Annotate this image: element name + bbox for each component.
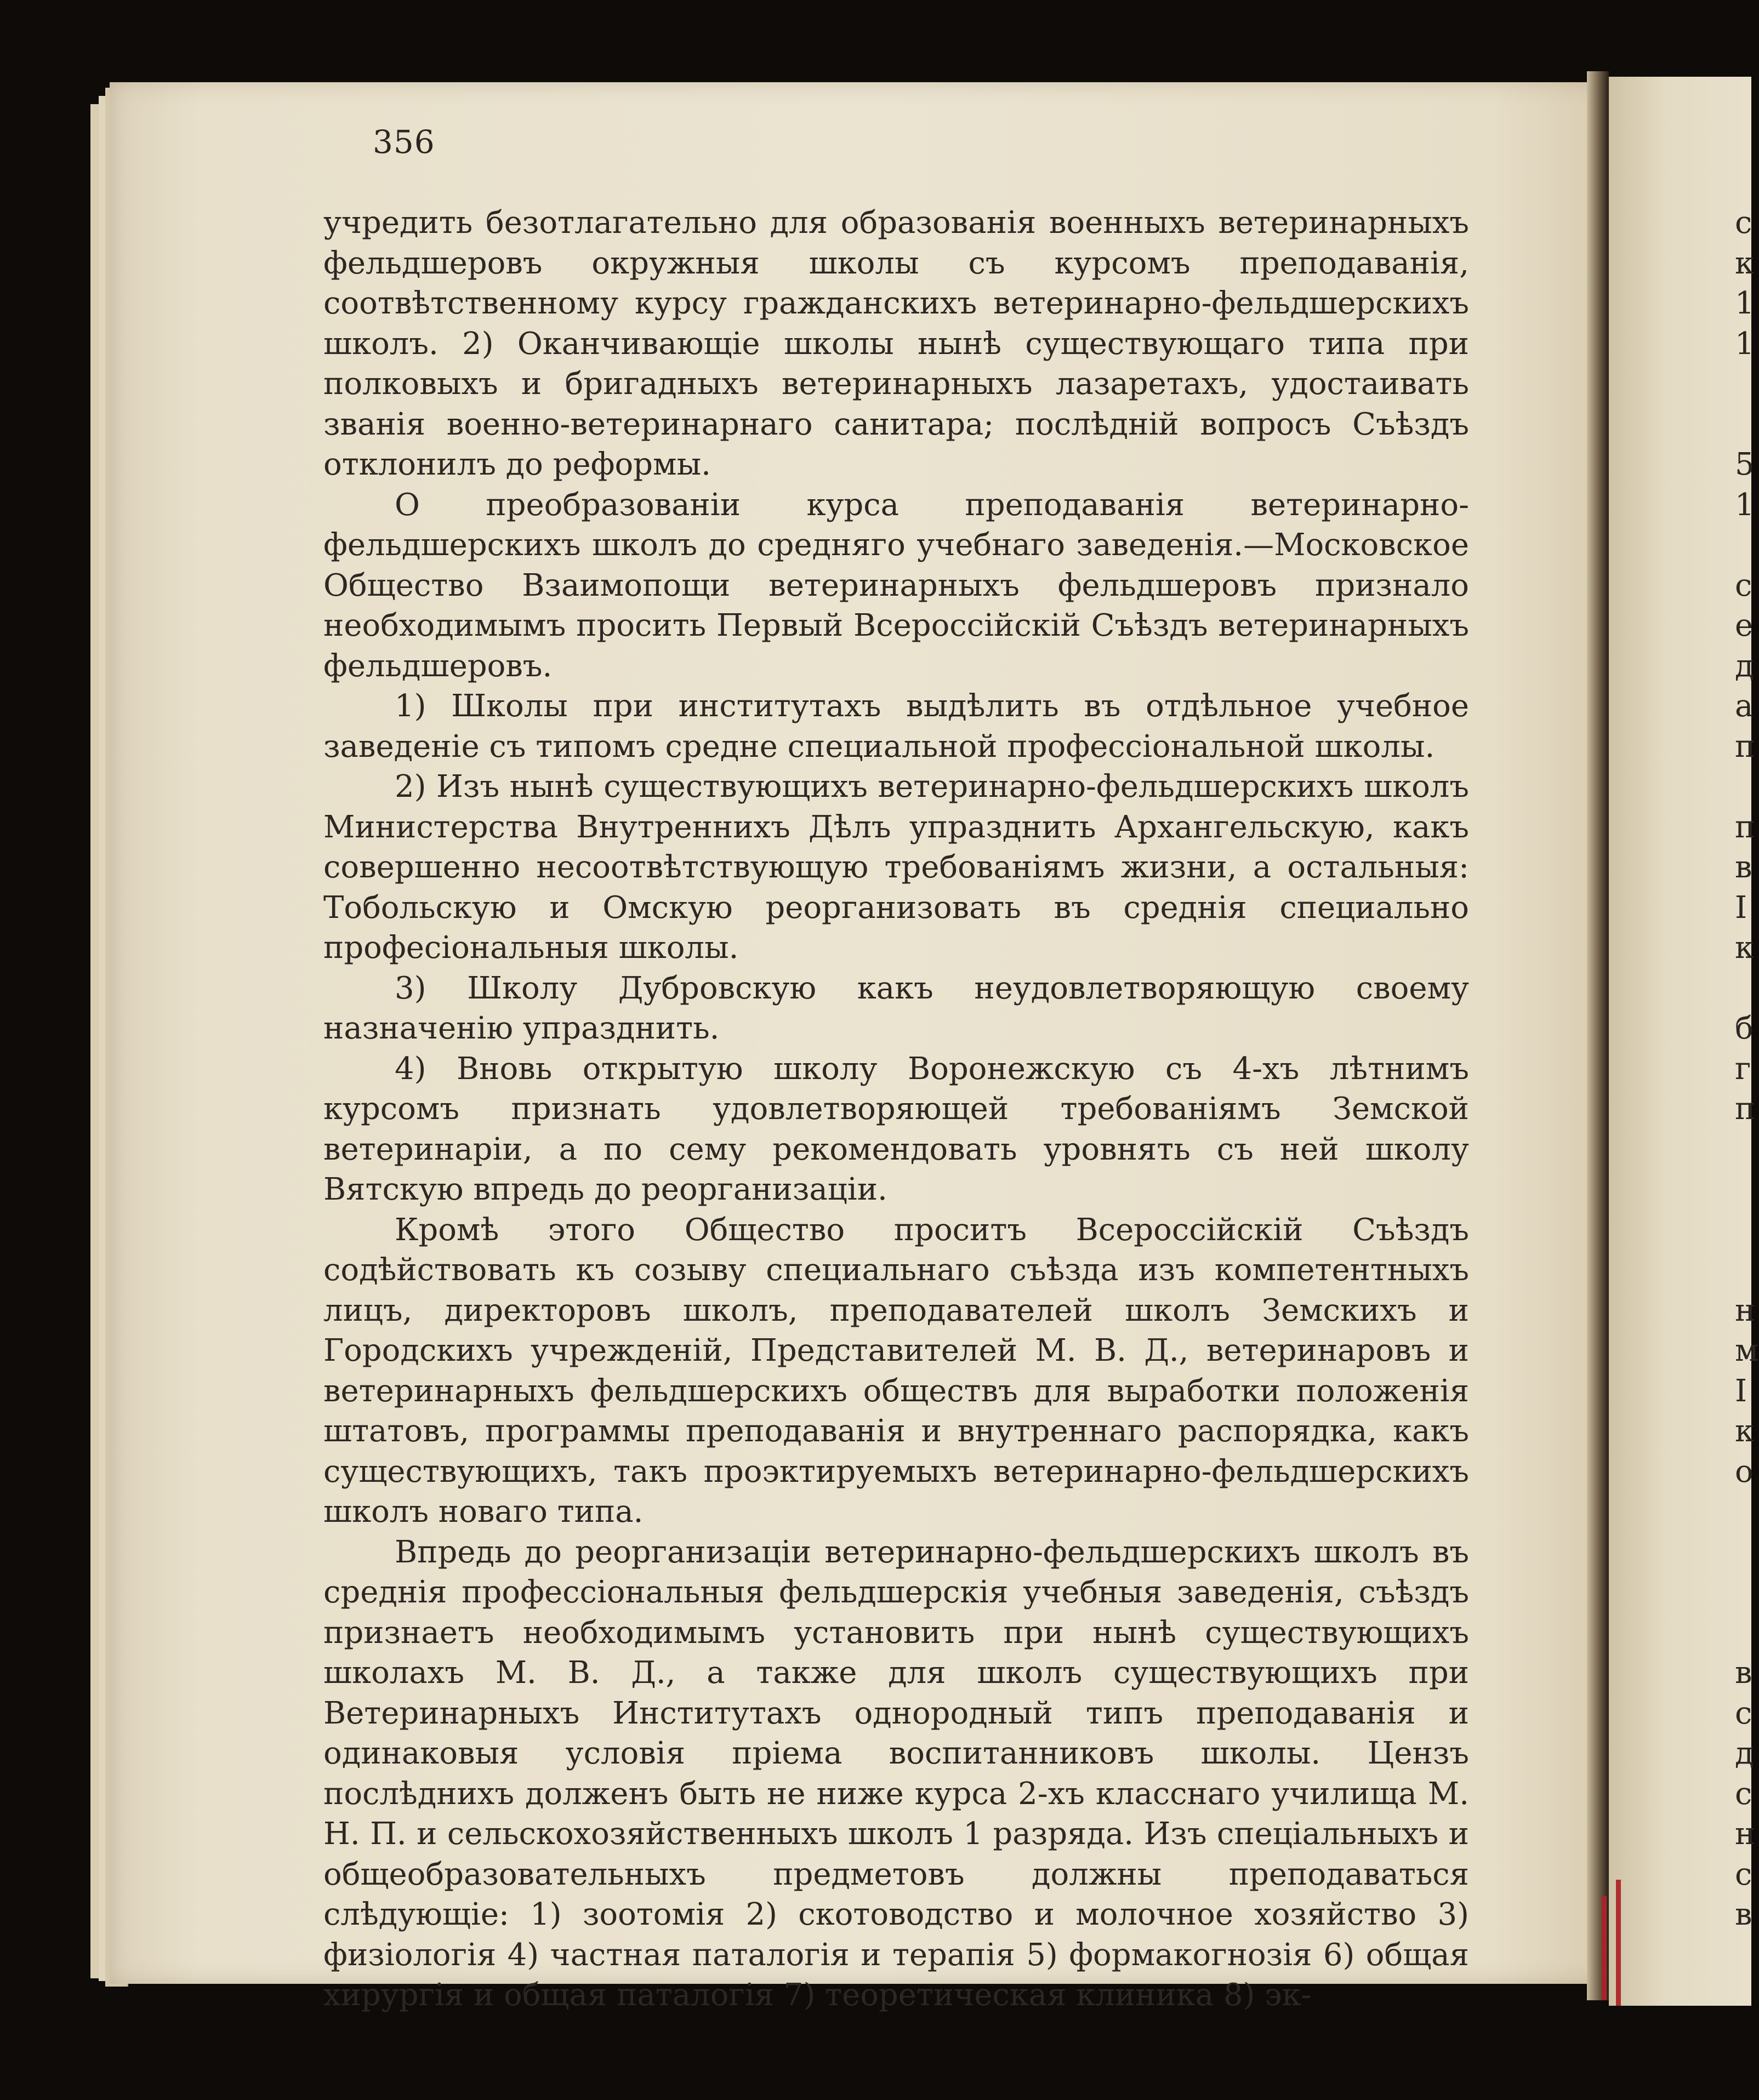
right-page-fragment bbox=[1735, 767, 1757, 807]
right-page-fragment: м bbox=[1735, 1333, 1759, 1368]
right-page-fragment: н bbox=[1735, 1816, 1756, 1852]
paragraph: учредить безотлагательно для образованія военныхъ ветеринарныхъ фельдшеровъ окружныя школы съ курсомъ преподаванія, соотвѣтственному курсу гражданскихъ ветеринарно-фельдшерскихъ школъ. 2) Оканчивающіе школы нынѣ существующаго типа при полковыхъ и бригадныхъ ветеринарныхъ лазаретахъ, удостаивать званія военно-ветеринарнаго санитара; послѣдній вопросъ Съѣздъ отклонилъ до реформы. bbox=[323, 205, 1469, 482]
right-page-fragment: е bbox=[1735, 608, 1754, 643]
right-page-fragment: а bbox=[1735, 688, 1754, 724]
paragraph: 4) Вновь открытую школу Воронежскую съ 4-хъ лѣтнимъ курсомъ признать удовлетворяющей требованіямъ Земской ветеринаріи, а по сему рекомендовать уровнять съ ней школу Вятскую впредь до реорганизаціи. bbox=[323, 1051, 1469, 1207]
right-page-fragment: І bbox=[1735, 889, 1747, 926]
right-page-fragment bbox=[1735, 1572, 1757, 1613]
right-page-fragment bbox=[1735, 1492, 1757, 1532]
right-page-fragment: с bbox=[1735, 205, 1752, 241]
right-page-fragment bbox=[1735, 404, 1757, 445]
right-page-fragment: н bbox=[1735, 1292, 1756, 1328]
right-page-fragment: п bbox=[1735, 1091, 1756, 1127]
right-page-fragment bbox=[1735, 1210, 1757, 1251]
right-page-fragment: о bbox=[1735, 1453, 1754, 1490]
right-page-fragment bbox=[1735, 1129, 1757, 1170]
right-page-fragment bbox=[1735, 968, 1757, 1009]
right-page-fragment: д bbox=[1735, 1736, 1754, 1771]
right-page-fragment bbox=[1735, 1613, 1757, 1653]
right-page-fragment: с bbox=[1735, 1776, 1752, 1812]
right-page-fragment: в bbox=[1735, 1897, 1752, 1932]
page-body-text bbox=[323, 203, 1469, 2016]
right-page-fragment: г bbox=[1735, 1051, 1751, 1087]
right-page-fragment: к bbox=[1735, 1413, 1754, 1449]
right-page-fragment: 1 bbox=[1735, 286, 1755, 321]
paragraph: Впредь до реорганизаціи ветеринарно-фельдшерскихъ школъ въ среднія профессіональныя фельдшерскія учебныя заведенія, съѣздъ признаетъ необходимымъ установить при нынѣ существующихъ школахъ М. В. Д., а также для школъ существующихъ при Ветеринарныхъ Институтахъ однородный типъ преподаванія и одинаковыя условія пріема воспитанниковъ школы. Цензъ послѣднихъ долженъ быть не ниже курса 2-хъ класснаго училища М. Н. П. и сельскохозяйственныхъ школъ 1 разряда. Изъ спеціальныхъ и общеобразовательныхъ предметовъ должны преподаваться слѣдующіе: 1) зоотомія 2) скотоводство и молочное хозяйство 3) физіологія 4) частная паталогія и терапія 5) формакогнозія 6) общая хирургія и общая паталогія 7) теоретическая клиника 8) эк- bbox=[323, 1534, 1469, 2013]
right-page-fragment bbox=[1735, 525, 1757, 566]
right-page-fragment: д bbox=[1735, 648, 1754, 684]
right-page-fragment: б bbox=[1735, 1011, 1754, 1046]
right-page-fragment: 1 bbox=[1735, 326, 1755, 362]
right-page-fragment: с bbox=[1735, 1695, 1752, 1731]
right-page-fragment: в bbox=[1735, 849, 1752, 885]
right-page-fragment: п bbox=[1735, 809, 1756, 845]
page-number: 356 bbox=[373, 123, 435, 161]
right-page-fragment bbox=[1735, 1532, 1757, 1573]
right-page bbox=[1609, 77, 1751, 2006]
right-page-fragment bbox=[1735, 1250, 1757, 1291]
right-page-fragment: п bbox=[1735, 728, 1756, 764]
paragraph: 2) Изъ нынѣ существующихъ ветеринарно-фельдшерскихъ школъ Министерства Внутреннихъ Дѣлъ упразднить Архангельскую, какъ совершенно несоотвѣтствующую требованіямъ жизни, а остальныя: Тобольскую и Омскую реорганизовать въ среднія специально професіональныя школы. bbox=[323, 769, 1469, 966]
paragraph: 3) Школу Дубровскую какъ неудовлетворяющую своему назначенію упразднить. bbox=[323, 970, 1469, 1046]
right-page-fragment: с bbox=[1735, 567, 1752, 603]
right-page-fragment: 1 bbox=[1735, 487, 1755, 523]
right-page-fragment: 5 bbox=[1735, 447, 1755, 482]
right-page-fragment: к bbox=[1735, 245, 1754, 281]
right-page-fragment bbox=[1735, 1169, 1757, 1210]
paragraph: О преобразованіи курса преподаванія ветеринарно-фельдшерскихъ школъ до средняго учебнаго заведенія.—Московское Общество Взаимопощи ветеринарныхъ фельдшеровъ признало необходимымъ просить Первый Всероссійскій Съѣздъ ветеринарныхъ фельдшеровъ. bbox=[323, 487, 1469, 684]
right-page-fragment: в bbox=[1735, 1655, 1752, 1691]
paragraph: Кромѣ этого Общество проситъ Всероссійскій Съѣздъ содѣйствовать къ созыву специальнаго съѣзда изъ компетентныхъ лицъ, директоровъ школъ, преподавателей школъ Земскихъ и Городскихъ учрежденій, Представителей М. В. Д., ветеринаровъ и ветеринарныхъ фельдшерскихъ обществъ для выработки положенія штатовъ, программы преподаванія и внутреннаго распорядка, какъ существующихъ, такъ проэктируемыхъ ветеринарно-фельдшерскихъ школъ новаго типа. bbox=[323, 1212, 1469, 1530]
right-page-fragment: І bbox=[1735, 1373, 1747, 1409]
paragraph: 1) Школы при институтахъ выдѣлить въ отдѣльное учебное заведеніе съ типомъ средне специальной профессіональной школы. bbox=[323, 688, 1469, 764]
right-page-fragment bbox=[1735, 364, 1757, 404]
book-gutter bbox=[1587, 71, 1609, 2000]
right-page-fragment: с bbox=[1735, 1856, 1752, 1892]
bookmark-ribbon bbox=[1602, 1896, 1607, 2000]
right-page-text-fragments bbox=[1735, 203, 1757, 1935]
bookmark-ribbon bbox=[1616, 1880, 1621, 2006]
right-page-fragment: к bbox=[1735, 930, 1754, 966]
